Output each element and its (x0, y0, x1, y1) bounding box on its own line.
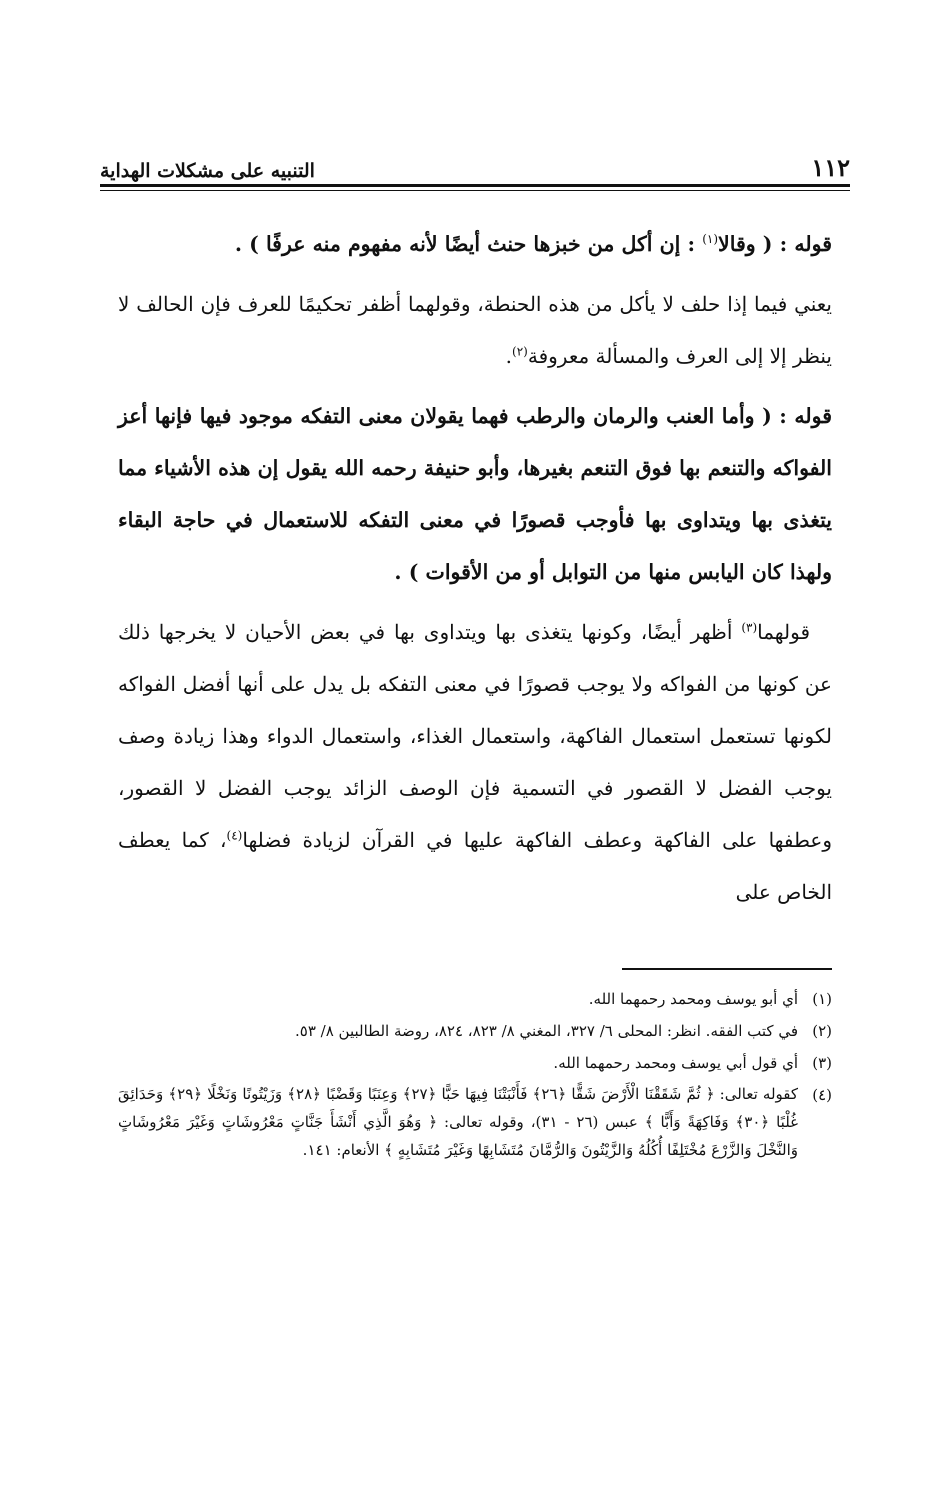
footnote-text: أي أبو يوسف ومحمد رحمهما الله. (588, 990, 798, 1008)
commentary-text-c: ، كما يعطف الخاص على (118, 828, 832, 904)
footnote-separator (622, 968, 832, 970)
quote-text-b: : إن أكل من خبزها حنث أيضًا لأنه مفهوم منه عرفًا ) . (234, 232, 696, 256)
footnote-ref: (٢) (512, 344, 528, 359)
footnote-number: (١) (812, 990, 832, 1008)
footnote-text: كقوله تعالى: ﴿ ثُمَّ شَقَقْنَا الْأَرْضَ شَقًّا ﴿٢٦﴾ فَأَنْبَتْنَا فِيهَا حَبًّا ﴿٢٧﴾ وَعِنَبًا وَقَضْبًا ﴿٢٨﴾ وَزَيْتُونًا وَنَخْلًا ﴿٢٩﴾ وَحَدَائِقَ غُلْبًا ﴿٣٠﴾ وَفَاكِهَةً وَأَبًّا ﴾ عبس (٢٦ - ٣١)، وقوله تعالى: ﴿ وَهُوَ الَّذِي أَنْشَأَ جَنَّاتٍ مَعْرُوشَاتٍ وَغَيْرَ مَعْرُوشَاتٍ وَالنَّخْلَ وَالزَّرْعَ مُخْتَلِفًا أُكُلُهُ وَالزَّيْتُونَ وَالرُّمَّانَ مُتَشَابِهًا وَغَيْرَ مُتَشَابِهٍ ﴾ الأنعام: ١٤١. (118, 1085, 799, 1159)
paragraph-3 (118, 390, 832, 598)
quote-head: قوله : (779, 404, 832, 428)
quote-head: قوله : (779, 232, 832, 256)
footnote-number: (٣) (812, 1054, 832, 1072)
page-number: ١١٢ (811, 153, 850, 182)
quote-text-a: ( وقالا (718, 232, 773, 256)
footnote-item (118, 984, 832, 1014)
footnote-number: (٢) (812, 1022, 832, 1040)
running-title: التنبيه على مشكلات الهداية (100, 160, 315, 182)
commentary-text-a: قولهما (757, 620, 811, 644)
header-rule-thin (100, 190, 850, 191)
commentary-text-b: أظهر أيضًا، وكونها يتغذى بها ويتداوى بها في بعض الأحيان لا يخرجها ذلك عن كونها من الفواكه ولا يوجب قصورًا في معنى التفكه بل يدل على أنها أفضل الفواكه لكونها تستعمل استعمال الفاكهة، واستعمال الغذاء، واستعمال الدواء وهذا زيادة وصف يوجب الفضل لا القصور في التسمية فإن الوصف الزائد يوجب الفضل لا القصور، وعطفها على الفاكهة وعطف الفاكهة عليها في القرآن لزيادة فضلها (118, 620, 832, 852)
footnote-item (118, 1016, 832, 1046)
main-text (118, 218, 832, 926)
footnote-text: في كتب الفقه. انظر: المحلى ٦/ ٣٢٧، المغني ٨/ ٨٢٣، ٨٢٤، روضة الطالبين ٨/ ٥٣. (294, 1022, 798, 1040)
paragraph-1 (118, 218, 832, 270)
footnotes (118, 984, 832, 1166)
header-rule (100, 184, 850, 187)
footnote-text: أي قول أبي يوسف ومحمد رحمهما الله. (553, 1054, 798, 1072)
paragraph-2 (118, 278, 832, 382)
footnote-ref: (١) (702, 232, 719, 247)
commentary-end: . (505, 344, 513, 368)
footnote-ref: (٤) (226, 828, 243, 843)
footnote-item (118, 1080, 832, 1164)
page-header (100, 140, 850, 182)
footnote-item (118, 1048, 832, 1078)
footnote-ref: (٣) (741, 620, 758, 635)
paragraph-4 (118, 606, 832, 918)
footnote-number: (٤) (812, 1086, 832, 1104)
quote-text: ( وأما العنب والرمان والرطب فهما يقولان معنى التفكه موجود فيها فإنها أعز الفواكه والتنعم بها فوق التنعم بغيرها، وأبو حنيفة رحمه الله يقول إن هذه الأشياء مما يتغذى بها ويتداوى بها فأوجب قصورًا في معنى التفكه للاستعمال في حاجة البقاء ولهذا كان اليابس منها من التوابل أو من الأقوات ) . (118, 404, 832, 584)
commentary-text: يعني فيما إذا حلف لا يأكل من هذه الحنطة، وقولهما أظفر تحكيمًا للعرف فإن الحالف لا ينظر إلا إلى العرف والمسألة معروفة (118, 292, 832, 368)
